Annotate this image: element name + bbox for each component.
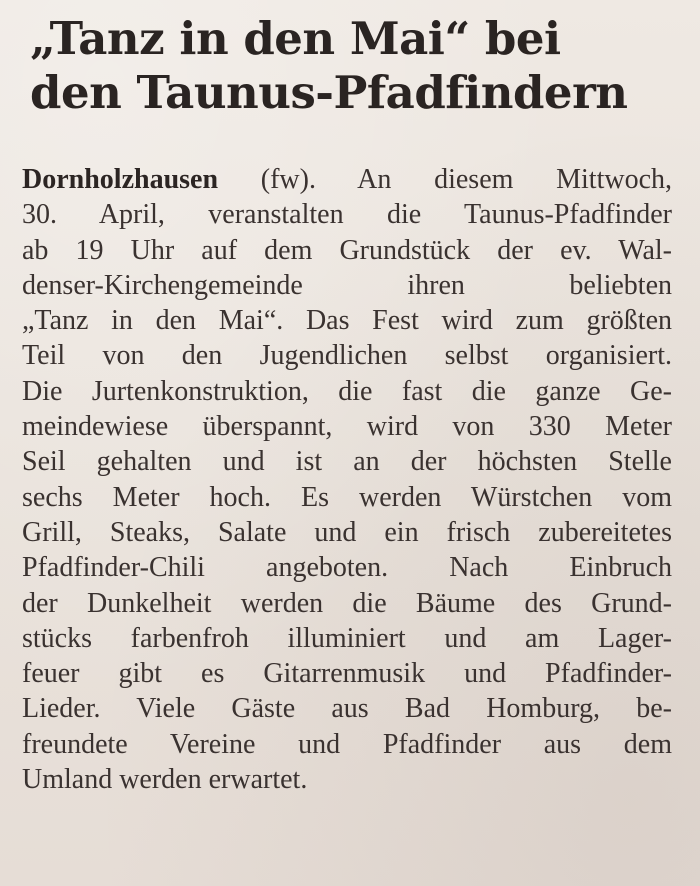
- article-line: freundete Vereine und Pfadfinder aus dem: [22, 728, 672, 760]
- headline-line: den Taunus-Pfadfindern: [30, 66, 628, 119]
- article-line: Pfadfinder-Chili angeboten. Nach Einbruch: [22, 552, 672, 584]
- article-line: Die Jurtenkonstruktion, die fast die ganze Ge-: [22, 375, 672, 407]
- article-line-text: (fw). An diesem Mittwoch,: [218, 164, 672, 195]
- article-line: feuer gibt es Gitarrenmusik und Pfadfinder-: [22, 658, 672, 690]
- article-line: ab 19 Uhr auf dem Grundstück der ev. Wal-: [22, 234, 672, 266]
- article-line: „Tanz in den Mai“. Das Fest wird zum größten: [22, 305, 672, 337]
- dateline: Dornholzhausen: [22, 164, 219, 195]
- headline: [30, 12, 680, 120]
- article-line: der Dunkelheit werden die Bäume des Grund-: [22, 587, 672, 619]
- article-line: Lieder. Viele Gäste aus Bad Homburg, be-: [22, 693, 672, 725]
- article-line: Umland werden erwartet.: [22, 764, 308, 796]
- headline-line: „Tanz in den Mai“ bei: [30, 12, 561, 65]
- article-line: Teil von den Jugendlichen selbst organisiert.: [22, 340, 672, 372]
- article-line: Grill, Steaks, Salate und ein frisch zubereitetes: [22, 516, 672, 548]
- article-line: denser-Kirchengemeinde ihren beliebten: [22, 269, 672, 301]
- article-line: 30. April, veranstalten die Taunus-Pfadfinder: [22, 199, 672, 231]
- article-line: Seil gehalten und ist an der höchsten Stelle: [22, 446, 672, 478]
- article-line: stücks farbenfroh illuminiert und am Lager-: [22, 622, 672, 654]
- article-line: sechs Meter hoch. Es werden Würstchen vom: [22, 481, 672, 513]
- article-line: meindewiese überspannt, wird von 330 Meter: [22, 411, 672, 443]
- article-line: [22, 162, 672, 197]
- article-body: [22, 162, 672, 797]
